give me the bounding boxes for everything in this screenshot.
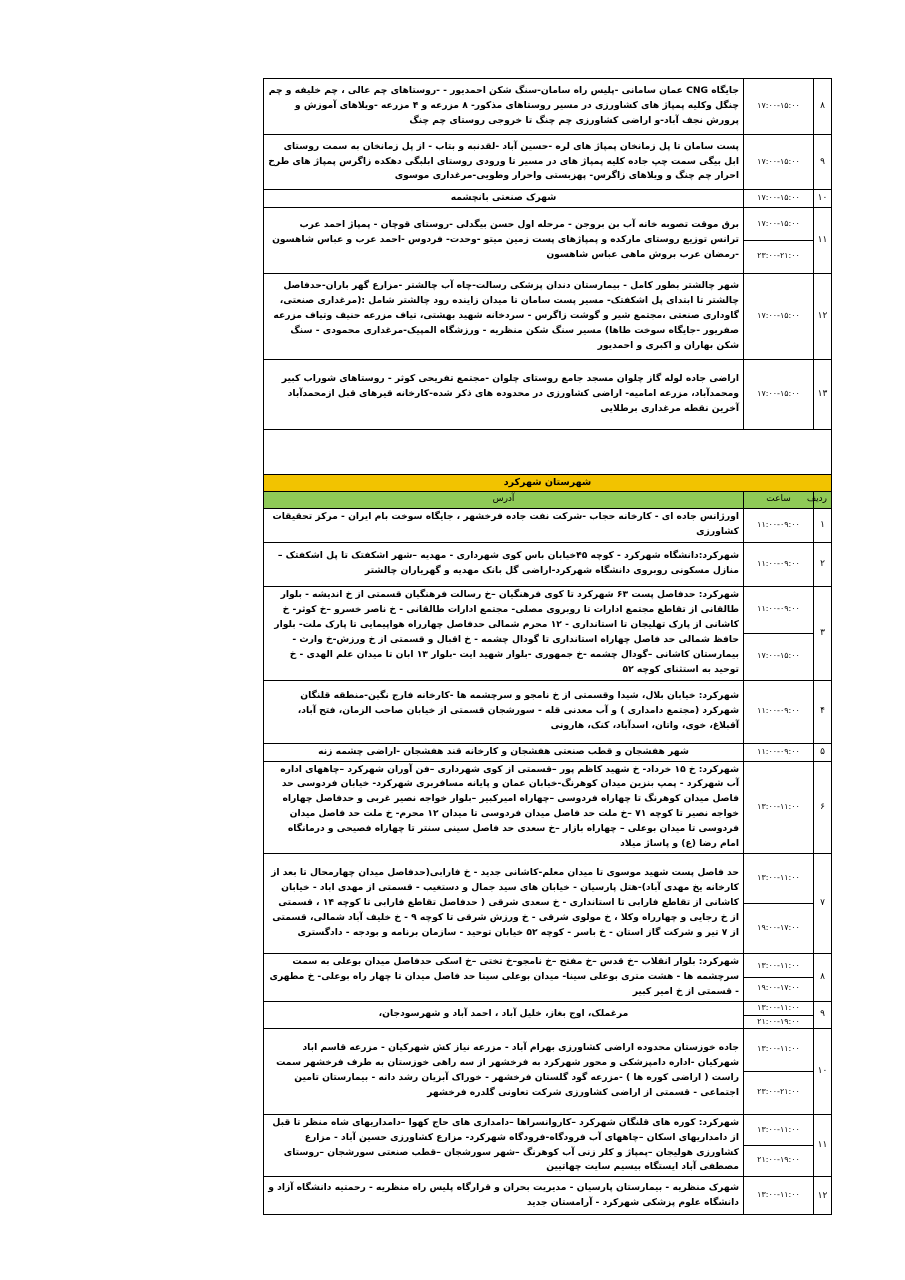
table-row: [264, 207, 832, 273]
time-slot: ۱۷:۰۰-۱۵:۰۰: [744, 633, 813, 680]
table-row: [264, 680, 832, 743]
row-address: شهرکرد: بلوار انقلاب –خ قدس –خ مفتح –خ نامجو–خ تختی –خ اسکی حدفاصل میدان بوعلی به سمت سرچشمه ها - هشت متری بوعلی سینا- میدان بوعلی سینا حد فاصل میدان تا چهار راه بوعلی- خ مطهری - قسمتی از خ امیر کبیر: [264, 954, 744, 1002]
row-address: شهرکرد: خیابان بلال، شیدا وقسمتی از خ نامجو و سرچشمه ها -کارخانه فارج نگین-منطقه قلنگان شهرکرد (مجتمع دامداری ) و آب معدنی قله - سورشجان قسمتی از خیابان صاحب الزمان، فتح آباد، آقبلاغ، خوی، واتان، اسدآباد، کنک، هارونی: [264, 680, 744, 743]
row-time: [744, 854, 814, 954]
row-time: ۱۷:۰۰-۱۵:۰۰: [744, 79, 814, 135]
time-slot: ۱۷:۰۰-۱۵:۰۰: [757, 218, 800, 228]
row-time: ۱۳:۰۰-۱۱:۰۰: [744, 1177, 814, 1215]
table-row: [264, 135, 832, 190]
table-row: [264, 1028, 832, 1114]
row-time: [744, 1114, 814, 1177]
table-row: [264, 273, 832, 359]
row-number: ۱۰: [814, 1028, 832, 1114]
time-slot: ۱۹:۰۰-۱۷:۰۰: [744, 903, 813, 953]
row-number: ۱۱: [814, 207, 832, 273]
row-number: ۶: [814, 761, 832, 853]
section-title-row: [264, 474, 832, 491]
row-number: ۵: [814, 743, 832, 761]
row-number: ۱۰: [814, 190, 832, 208]
row-time: [744, 586, 814, 680]
row-address: شهر هفشجان و قطب صنعتی هفشجان و کارخانه قند هفشجان -اراضی چشمه زنه: [264, 743, 744, 761]
row-time: ۱۷:۰۰-۱۵:۰۰: [744, 273, 814, 359]
time-slot: ۱۳:۰۰-۱۱:۰۰: [757, 960, 800, 970]
row-address: حد فاصل پست شهید موسوی تا میدان معلم-کاشانی جدید - خ فارابی(حدفاصل میدان چهارمحال تا بعد از کارخانه یخ مهدی آباد)-هتل پارسیان - خیابان های سید جمال و دستغیب - قسمتی از مهدی اباد - خیابان کاشانی از تقاطع فارابی تا استانداری - خ سعدی شرقی ( حدفاصل تقاطع فارابی تا کوچه ۱۴ ، قسمتی از خ رجایی و چهارراه وکلا ، خ مولوی شرقی - خ ورزش شرقی تا کوچه ۹ - خ خلیف آباد شمالی، قسمتی از ۷ تیر و شرکت گاز استان - خ باسر - کوچه ۵۲ خیابان توحید - سازمان برنامه و بودجه - دادگستری: [264, 854, 744, 954]
row-address: شهرکرد: حدفاصل پست ۶۳ شهرکرد تا کوی فرهنگیان –خ رسالت فرهنگیان قسمتی از خ اندیشه - بلوار طالقانی از تقاطع مجتمع ادارات تا روبروی مصلی- مجتمع ادارات طالقانی - خ ناصر خسرو –خ کوثر- خ کاشانی از پارک تهلیجان تا استانداری - ۱۲ محرم شمالی حدفاصل چهارراه هواپیمایی تا پارک ملت- بلوار حافظ شمالی حد فاصل چهاراه استانداری تا گودال چشمه - خ اقبال و قسمتی از خ ورزش-خ وارث - بیمارستان کاشانی –گودال چشمه -خ جمهوری -بلوار شهید ایت -بلوار ۱۳ ابان تا میدان علم الهدی - خ توحید به استثنای کوچه ۵۲: [264, 586, 744, 680]
table-row: [264, 761, 832, 853]
row-address: شهرکرد:دانشگاه شهرکرد - کوچه ۴۵خیابان باس کوی شهرداری - مهدیه –شهر اشکفتک تا پل اشکفتک –منازل مسکونی روبروی دانشگاه شهرکرد-اراضی گل بانک مهدیه و گهریاران چالشتر: [264, 542, 744, 586]
table-row: [264, 542, 832, 586]
time-slot: ۱۱:۰۰-۰۹:۰۰: [757, 604, 800, 614]
time-slot: ۱۹:۰۰-۱۷:۰۰: [744, 977, 813, 1000]
row-address: شهرک منظریه - بیمارستان پارسیان - مدیریت بحران و قرارگاه پلیس راه منظریه - رحمتیه دانشگاه آزاد و دانشگاه علوم پزشکی شهرکرد - آرامستان جدید: [264, 1177, 744, 1215]
row-number: ۹: [814, 135, 832, 190]
time-slot: ۲۳:۰۰-۲۱:۰۰: [744, 240, 813, 273]
row-address: شهرک صنعتی بانچشمه: [264, 190, 744, 208]
section-title: شهرستان شهرکرد: [264, 474, 832, 491]
row-number: ۷: [814, 854, 832, 954]
row-time: [744, 1028, 814, 1114]
time-slot: ۱۳:۰۰-۱۱:۰۰: [757, 1044, 800, 1054]
row-time: ۱۱:۰۰-۰۹:۰۰: [744, 508, 814, 542]
table-row: [264, 586, 832, 680]
row-address: اراضی جاده لوله گاز چلوان مسجد جامع روستای چلوان -مجتمع تفریحی کوثر - روستاهای شوراب کبیر ومحمدآباد، مزرعه امامیه- اراضی کشاورزی در محدوده های ذکر شده-کارخانه قیرهای قبل ازمحمدآباد آخرین نقطه مرغداری برطلایی: [264, 359, 744, 429]
table-row: [264, 854, 832, 954]
row-time: ۱۷:۰۰-۱۵:۰۰: [744, 190, 814, 208]
time-slot: ۲۱:۰۰-۱۹:۰۰: [744, 1145, 813, 1175]
row-time: ۱۷:۰۰-۱۵:۰۰: [744, 359, 814, 429]
row-address: جایگاه CNG عمان سامانی -پلیس راه سامان-سنگ شکن احمدیور - -روستاهای چم عالی ، چم خلیفه و چم چنگل وکلیه پمپاژ های کشاورزی در مسیر روستاهای مذکور- ۸ مزرعه و ۴ مزرعه -ویلاهای آموزش و پرورش نجف آباد-و اراضی کشاورزی چم چنگ تا خروجی روستای چم چنگ: [264, 79, 744, 135]
row-number: ۸: [814, 954, 832, 1002]
header-row: [264, 492, 832, 509]
row-number: ۱۲: [814, 1177, 832, 1215]
row-address: برق موقت تصوبه خانه آب بن بروجن - مرحله اول حسن بیگدلی -روستای قوچان - پمپاژ احمد عرب ترانس توزیع روستای مارکده و پمپاژهای پست زمین میتو -وحدت- فردوس -احمد عرب و عباس شاهسون -رمضان عرب بروش ماهی عباس شاهسون: [264, 207, 744, 273]
table-row: [264, 954, 832, 1002]
table-row: [264, 508, 832, 542]
row-number: ۱: [814, 508, 832, 542]
time-slot: ۲۱:۰۰-۱۹:۰۰: [744, 1015, 813, 1029]
table-row: [264, 1001, 832, 1028]
schedule-table-bottom: [263, 474, 832, 1215]
row-address: جاده خوزستان محدوده اراضی کشاورزی بهرام آباد - مزرعه نیاز کش شهرکیان - مزرعه قاسم اباد شهرکیان -اداره دامپزشکی و محور شهرکرد به فرخشهر از سه راهی خوزستان به طرف فرخشهر سمت راست ( اراضی کوره ها ) -مزرعه گود گلستان فرخشهر - خوراک آبزیان رشد دانه - بیمارستان تامین اجتماعی - قسمتی از اراضی کشاورزی شرکت تعاونی گلدره فرخشهر: [264, 1028, 744, 1114]
table-row: [264, 743, 832, 761]
table-row: [264, 359, 832, 429]
row-number: ۱۳: [814, 359, 832, 429]
row-address: مرغملک، اوج بغاز، خلیل آباد ، احمد آباد و شهرسودجان،: [264, 1001, 744, 1028]
time-slot: ۱۳:۰۰-۱۱:۰۰: [757, 1125, 800, 1135]
row-time: ۱۱:۰۰-۰۹:۰۰: [744, 542, 814, 586]
time-slot: ۲۳:۰۰-۲۱:۰۰: [744, 1071, 813, 1114]
table-row: [264, 1177, 832, 1215]
row-time: [744, 207, 814, 273]
row-time: ۱۱:۰۰-۰۹:۰۰: [744, 743, 814, 761]
row-number: ۲: [814, 542, 832, 586]
time-slot: ۱۳:۰۰-۱۱:۰۰: [757, 873, 800, 883]
header-time: ساعت: [744, 492, 814, 509]
header-address: آدرس: [264, 492, 744, 509]
row-number: ۱۱: [814, 1114, 832, 1177]
table-gap: [263, 430, 832, 474]
row-number: ۱۲: [814, 273, 832, 359]
row-address: شهر چالشتر بطور کامل - بیمارستان دندان پزشکی رسالت-چاه آب چالشتر -مزارع گهر باران-حدفاصل چالشتر تا ابتدای پل اشکفتک- مسیر پست سامان تا میدان زاینده رود چالشتر شامل :(مرغداری صنعتی، گاوداری صنعتی ،مجتمع شیر و گوشت زاگرس - سردخانه شهید بهشتی، تیاف مزرعه حنیف وتیاف مزرعه صفریور -جایگاه سوخت طاها) مسیر سنگ شکن منظریه - ورزشگاه المپیک-مرغداری محمودی - سنگ شکن بهاران و اکبری و احمدیور: [264, 273, 744, 359]
row-address: شهرکرد: خ ۱۵ خرداد- خ شهید کاظم پور –قسمتی از کوی شهرداری –فن آوران شهرکرد –چاههای اداره آب شهرکرد - پمپ بنزین میدان کوهرنگ-خیابان عمان و پایانه مسافربری شهرکرد- خیابان فردوسی حد فاصل میدان کوهرنگ تا چهاراه فردوسی –چهاراه امیرکبیر –بلوار خواجه نصیر غربی و حدفاصل چهاراه خواجه نصیر تا کوچه ۷۱ –خ ملت حد فاصل میدان فردوسی تا میدان ۱۲ محرم- خ ملت حد فاصل میدان فردوسی تا میدان بوعلی – چهاراه بازار –خ سعدی حد فاصل سینی سنتر تا چهاراه فصیحی و درمانگاه امام رضا (ع) و پاساژ میلاد: [264, 761, 744, 853]
row-time: ۱۱:۰۰-۰۹:۰۰: [744, 680, 814, 743]
table-row: [264, 190, 832, 208]
row-time: [744, 1001, 814, 1028]
table-row: [264, 79, 832, 135]
row-address: شهرکرد: کوره های قلنگان شهرکرد –کاروانسراها –دامداری های حاج کهوا –دامداریهای شاه منظر تا قبل از دامداریهای اسکان –چاههای آب فرودگاه-فرودگاه شهرکرد- مزارع کشاورزی حسین آباد - مزارع کشاورزی هولیجان –پمپاژ و کلر زنی آب کوهرنگ –شهر سورشجان –قطب صنعتی سورشجان –روستای مصطفی آباد ایستگاه بیسیم سایت چهاتیین: [264, 1114, 744, 1177]
row-address: پست سامان تا پل زمانخان پمپاژ های لره -حسین آباد -لقدنبه و بتاب - از پل زمانخان به سمت روستای ابل بیگی سمت چپ جاده کلیه پمپاژ های در مسیر تا ورودی روستای ابلبگی دهکده زاگرس پمپاژ های طرح احرار چم چنگ و ویلاهای زاگرس- پهزبستی واحرار وطویی-مرغداری موسوی: [264, 135, 744, 190]
row-time: [744, 954, 814, 1002]
header-num: ردیف: [814, 492, 832, 509]
row-time: ۱۷:۰۰-۱۵:۰۰: [744, 135, 814, 190]
row-time: ۱۳:۰۰-۱۱:۰۰: [744, 761, 814, 853]
time-slot: ۱۳:۰۰-۱۱:۰۰: [757, 1003, 800, 1013]
row-number: ۹: [814, 1001, 832, 1028]
row-number: ۳: [814, 586, 832, 680]
schedule-table-top: [263, 78, 832, 430]
row-number: ۸: [814, 79, 832, 135]
row-number: ۴: [814, 680, 832, 743]
row-address: اورژانس جاده ای - کارخانه حجاب -شرکت نفت جاده فرخشهر ، جایگاه سوخت بام ایران - مرکز تحقیقات کشاورزی: [264, 508, 744, 542]
outage-schedule: [263, 78, 832, 1215]
table-row: [264, 1114, 832, 1177]
